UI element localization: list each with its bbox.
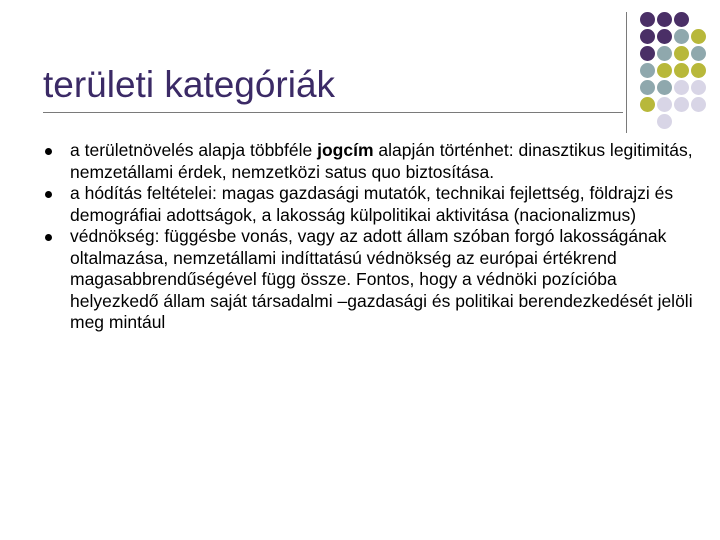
slide-title: területi kategóriák: [43, 64, 336, 105]
bullet-emphasis: jogcím: [317, 140, 374, 160]
bullet-text-part: védnökség: függésbe vonás, vagy az adott állam szóban forgó lakosságának oltalmazása, nemzetállami indíttatású védnökség az európai értékrend magasabbrendűségével függ össze. Fontos, hogy a védnöki pozícióba helyezkedő állam saját társadalmi –gazdasági és politikai berendezkedését jelöli meg mintául: [70, 226, 693, 332]
bullet-item: [45, 226, 695, 334]
decorative-dot: [674, 97, 689, 112]
decorative-dot: [657, 46, 672, 61]
decorative-dot: [640, 46, 655, 61]
bullet-icon: [45, 234, 52, 241]
decorative-dot: [640, 80, 655, 95]
bullet-icon: [45, 191, 52, 198]
decorative-dot: [657, 114, 672, 129]
decorative-dot: [674, 29, 689, 44]
decorative-dot: [691, 97, 706, 112]
bullet-item: [45, 140, 695, 183]
decorative-dot: [691, 63, 706, 78]
bullet-text: [70, 183, 695, 226]
decorative-dot: [640, 12, 655, 27]
decorative-dot: [691, 80, 706, 95]
decorative-dot: [674, 46, 689, 61]
decorative-dot: [640, 29, 655, 44]
bullet-list: [45, 140, 695, 334]
vertical-divider: [626, 12, 627, 133]
bullet-item: [45, 183, 695, 226]
decorative-dot: [640, 97, 655, 112]
decorative-dot: [657, 97, 672, 112]
decorative-dot: [674, 80, 689, 95]
decorative-dot: [674, 12, 689, 27]
decorative-dot: [691, 46, 706, 61]
decorative-dot: [657, 63, 672, 78]
bullet-icon: [45, 148, 52, 155]
bullet-text-part: a hódítás feltételei: magas gazdasági mutatók, technikai fejlettség, földrajzi és demográfiai adottságok, a lakosság külpolitikai aktivitása (nacionalizmus): [70, 183, 674, 225]
bullet-text: [70, 140, 695, 183]
decorative-dot: [657, 29, 672, 44]
decorative-dot: [674, 63, 689, 78]
decorative-dot: [657, 80, 672, 95]
decorative-dot: [640, 63, 655, 78]
decorative-dot: [657, 12, 672, 27]
bullet-text-part: alapján történhet: dinasztikus legitimitás, nemzetállami érdek, nemzetközi satus quo biztosítása.: [70, 140, 693, 182]
title-underline: [43, 112, 623, 113]
bullet-text: [70, 226, 695, 334]
bullet-text-part: a területnövelés alapja többféle: [70, 140, 318, 160]
decorative-dot: [691, 29, 706, 44]
